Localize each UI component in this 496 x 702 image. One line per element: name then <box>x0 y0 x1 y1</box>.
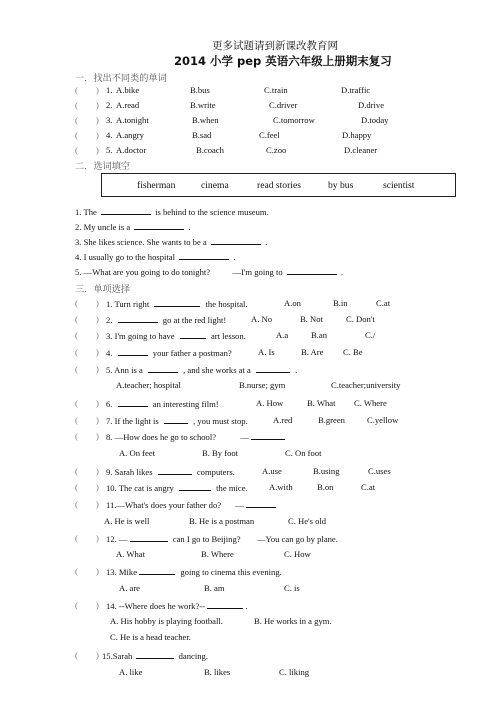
paren-close: ) <box>96 314 99 324</box>
answer-blank[interactable] <box>256 364 290 373</box>
section2-heading: 二．选词填空 <box>75 161 131 172</box>
question-text: 9. Sarah likes <box>106 467 153 477</box>
question-text: 6. <box>106 399 113 409</box>
option-c: C.train <box>264 85 288 95</box>
option-a: A. What <box>116 549 145 559</box>
paren-close: ) <box>96 482 99 492</box>
answer-blank[interactable] <box>180 330 206 339</box>
word-bank-item: fisherman <box>137 180 176 191</box>
option-b: B. He is a postman <box>189 516 255 526</box>
option-b: B.write <box>190 100 216 110</box>
question-text: 14. --Where does he work?-- <box>106 601 206 611</box>
question-text: computers. <box>196 467 235 477</box>
word-bank <box>101 173 456 197</box>
fill-item-text: 4. I usually go to the hospital <box>75 252 176 262</box>
item-number: 3. <box>106 115 113 125</box>
option-c: C. Where <box>354 398 387 408</box>
answer-blank[interactable] <box>136 650 174 659</box>
option-c: C.at <box>376 298 391 308</box>
option-d: D.traffic <box>341 85 371 95</box>
paren-open: ( <box>75 100 78 110</box>
fill-item-text: . <box>233 252 236 262</box>
option-c: C.teacher;university <box>331 380 401 390</box>
paren-open: ( <box>75 415 78 425</box>
answer-blank[interactable] <box>154 298 200 307</box>
option-c: C. He is a head teacher. <box>110 632 191 642</box>
option-c: C. He's old <box>288 516 327 526</box>
answer-blank[interactable] <box>211 236 261 245</box>
question-text: 2. <box>106 315 113 325</box>
option-d: D.drive <box>358 100 385 110</box>
fill-item <box>75 266 343 278</box>
question-text: the hospital. <box>205 299 248 309</box>
option-c: C. Be <box>343 347 363 357</box>
paren-close: ) <box>96 415 99 425</box>
option-a: A.with <box>269 482 293 492</box>
fill-item <box>75 251 235 263</box>
question-text: 13. Mike <box>106 567 138 577</box>
word-bank-item: by bus <box>328 180 354 191</box>
option-b: B.on <box>317 482 334 492</box>
option-c: C.at <box>361 482 376 492</box>
answer-blank[interactable] <box>179 251 229 260</box>
answer-blank[interactable] <box>101 206 151 215</box>
item-number: 5. <box>106 145 113 155</box>
option-b: B. What <box>307 398 336 408</box>
option-c: C./ <box>365 330 376 340</box>
paren-close: ) <box>96 85 99 95</box>
paren-close: ) <box>96 431 99 441</box>
question-text: 11.—What's does your father do? <box>106 500 222 510</box>
option-b: B.in <box>333 298 348 308</box>
question-text: the mice. <box>216 483 248 493</box>
option-a: A. are <box>119 583 140 593</box>
answer-blank[interactable] <box>134 221 184 230</box>
question-text: 8. —How does he go to school? <box>106 432 217 442</box>
paren-open: ( <box>75 431 78 441</box>
header-note: 更多试题请到新课改教育网 <box>212 40 338 52</box>
option-b: B. He works in a gym. <box>254 616 332 626</box>
option-b: B.nurse; gym <box>239 380 286 390</box>
answer-blank[interactable] <box>118 398 148 407</box>
option-a: A.bike <box>116 85 140 95</box>
page-title: 2014 小学 pep 英语六年级上册期末复习 <box>174 54 392 68</box>
item-number: 4. <box>106 130 113 140</box>
paren-open: ( <box>75 650 78 660</box>
paren-open: ( <box>75 314 78 324</box>
option-c: C.feel <box>259 130 280 140</box>
option-c: C. On foot <box>285 448 322 458</box>
answer-blank[interactable] <box>118 314 158 323</box>
fill-item-text: 3. She likes science. She wants to be a <box>75 237 207 247</box>
question-text: 7. If the light is <box>106 416 159 426</box>
answer-blank[interactable] <box>287 266 337 275</box>
fill-item <box>75 221 191 233</box>
question-text: art lesson. <box>210 331 246 341</box>
question-text: . <box>245 601 248 611</box>
option-b: B. By foot <box>202 448 239 458</box>
paren-open: ( <box>75 115 78 125</box>
option-d: D.cleaner <box>344 145 378 155</box>
section1-heading: 一．找出不同类的单词 <box>75 73 167 84</box>
paren-open: ( <box>75 347 78 357</box>
question-text: 15.Sarah <box>102 651 133 661</box>
option-c: C. liking <box>279 667 310 677</box>
paren-close: ) <box>96 364 99 374</box>
fill-item-text: 2. My uncle is a <box>75 222 131 232</box>
paren-close: ) <box>96 330 99 340</box>
answer-blank[interactable] <box>251 431 285 440</box>
paren-open: ( <box>75 566 78 576</box>
option-a: A.a <box>276 330 289 340</box>
option-b: B.bus <box>190 85 210 95</box>
answer-blank[interactable] <box>164 415 188 424</box>
option-b: B.an <box>311 330 327 340</box>
question-text: — <box>235 500 244 510</box>
option-b: B. am <box>204 583 225 593</box>
fill-item <box>75 236 267 248</box>
option-c: C. How <box>284 549 311 559</box>
option-d: D.today <box>361 115 389 125</box>
fill-item-text: —I'm going to <box>232 267 283 277</box>
paren-close: ) <box>96 145 99 155</box>
paren-open: ( <box>75 600 78 610</box>
fill-item-text: 5. —What are you going to do tonight? <box>75 267 211 277</box>
question-text: going to cinema this evening. <box>180 567 282 577</box>
fill-item-text: 1. The <box>75 207 97 217</box>
paren-close: ) <box>96 398 99 408</box>
option-c: C.yellow <box>367 415 399 425</box>
question-text: . <box>295 365 298 375</box>
question-text: an interesting film! <box>152 399 219 409</box>
paren-close: ) <box>96 650 99 660</box>
question-text: 3. I'm going to have <box>106 331 175 341</box>
paren-open: ( <box>75 330 78 340</box>
question-text: , you must stop. <box>193 416 248 426</box>
fill-item-text: is behind to the science museum. <box>155 207 269 217</box>
fill-item-text: . <box>265 237 268 247</box>
fill-item <box>75 206 269 218</box>
option-b: B.when <box>192 115 219 125</box>
option-a: A.read <box>116 100 140 110</box>
word-bank-item: read stories <box>257 180 301 191</box>
paren-open: ( <box>75 364 78 374</box>
answer-blank[interactable] <box>139 566 175 575</box>
option-a: A.on <box>284 298 301 308</box>
option-c: C.tomorrow <box>273 115 315 125</box>
option-b: B.using <box>313 466 340 476</box>
question-text: — <box>240 432 249 442</box>
option-a: A.use <box>262 466 282 476</box>
question-text: dancing. <box>178 651 208 661</box>
paren-open: ( <box>75 130 78 140</box>
option-a: A.angry <box>116 130 144 140</box>
paren-close: ) <box>96 100 99 110</box>
paren-close: ) <box>96 130 99 140</box>
option-b: B. Not <box>300 314 323 324</box>
option-a: A. How <box>256 398 284 408</box>
answer-blank[interactable] <box>130 533 168 542</box>
answer-blank[interactable] <box>158 466 192 475</box>
item-number: 2. <box>106 100 113 110</box>
option-a: A. He is well <box>104 516 150 526</box>
paren-open: ( <box>75 466 78 476</box>
paren-open: ( <box>75 533 78 543</box>
option-c: C.driver <box>269 100 298 110</box>
section3-heading: 三．单项选择 <box>75 284 131 295</box>
paren-open: ( <box>75 298 78 308</box>
paren-open: ( <box>75 398 78 408</box>
paren-open: ( <box>75 499 78 509</box>
question-text: can I go to Beijing? <box>172 534 241 544</box>
paren-close: ) <box>96 466 99 476</box>
option-a: A. On feet <box>119 448 156 458</box>
fill-item-text: . <box>188 222 191 232</box>
item-number: 1. <box>106 85 113 95</box>
word-bank-item: scientist <box>383 180 415 191</box>
question-text: your father a postman? <box>152 348 232 358</box>
option-a: A. like <box>119 667 143 677</box>
option-c: C. is <box>284 583 300 593</box>
question-text: 4. <box>106 348 113 358</box>
answer-blank[interactable] <box>179 482 211 491</box>
option-d: D.happy <box>342 130 372 140</box>
question-text: 12. — <box>106 534 128 544</box>
option-c: C. Don't <box>346 314 375 324</box>
option-b: B.green <box>318 415 345 425</box>
option-b: B.sad <box>192 130 212 140</box>
question-text: , and she works at a <box>183 365 251 375</box>
question-text: 5. Ann is a <box>106 365 143 375</box>
word-bank-item: cinema <box>201 180 229 191</box>
option-c: C.uses <box>368 466 391 476</box>
paren-open: ( <box>75 482 78 492</box>
paren-open: ( <box>75 145 78 155</box>
paren-close: ) <box>96 115 99 125</box>
paren-close: ) <box>96 600 99 610</box>
answer-blank[interactable] <box>118 347 148 356</box>
option-c: C.zoo <box>266 145 287 155</box>
option-b: B. Are <box>301 347 324 357</box>
paren-close: ) <box>96 533 99 543</box>
option-a: A. Is <box>258 347 275 357</box>
option-a: A.doctor <box>116 145 147 155</box>
question-text: 1. Turn right <box>106 299 150 309</box>
paren-close: ) <box>96 499 99 509</box>
question-text: —You can go by plane. <box>256 534 338 544</box>
fill-item-text: . <box>340 267 344 277</box>
paren-close: ) <box>96 566 99 576</box>
option-b: B. Where <box>201 549 234 559</box>
paren-close: ) <box>96 347 99 357</box>
option-a: A.red <box>273 415 293 425</box>
option-a: A.teacher; hospital <box>116 380 181 390</box>
answer-blank[interactable] <box>148 364 178 373</box>
answer-blank[interactable] <box>207 600 243 609</box>
paren-open: ( <box>75 85 78 95</box>
question-text: go at the red light! <box>162 315 227 325</box>
option-b: B. likes <box>204 667 231 677</box>
option-a: A. His hobby is playing football. <box>110 616 223 626</box>
answer-blank[interactable] <box>246 499 276 508</box>
paren-close: ) <box>96 298 99 308</box>
option-b: B.coach <box>196 145 224 155</box>
option-a: A. No <box>251 314 273 324</box>
question-text: 10. The cat is angry <box>106 483 174 493</box>
option-a: A.tonight <box>116 115 149 125</box>
